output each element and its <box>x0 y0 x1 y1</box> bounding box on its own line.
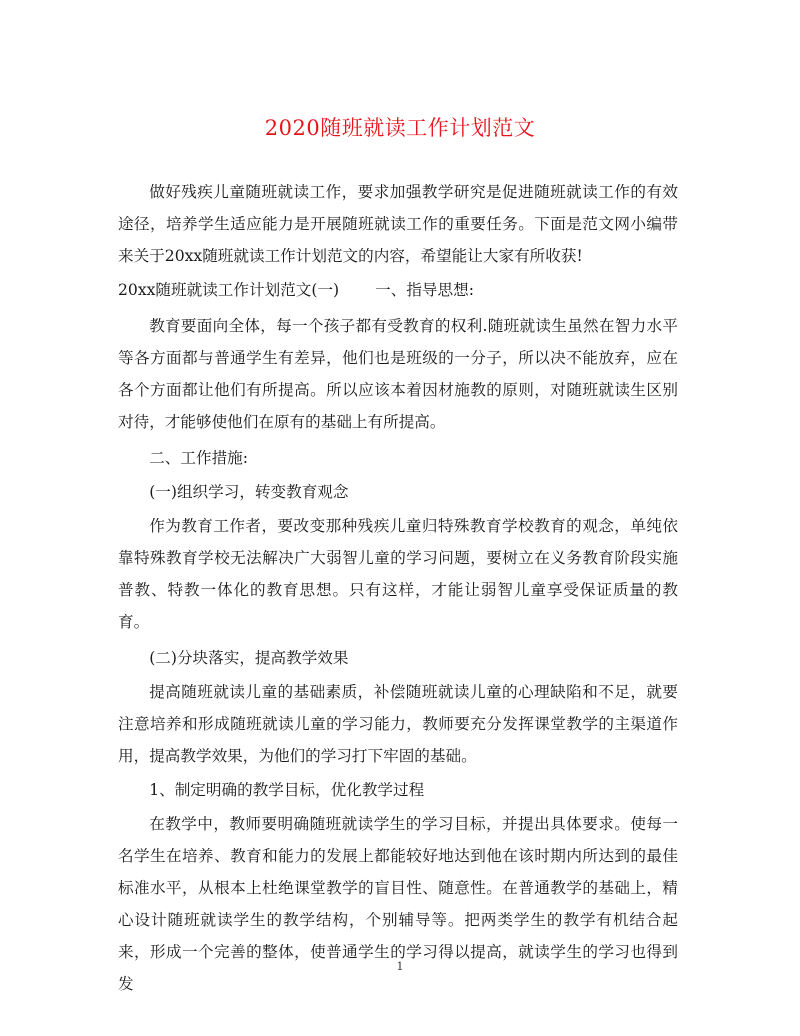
subheading-block-implementation: (二)分块落实，提高教学效果 <box>149 649 349 667</box>
heading-guiding-thought: 一、指导思想: <box>375 281 474 299</box>
intro-paragraph: 做好残疾儿童随班就读工作，要求加强教学研究是促进随班就读工作的有效途径，培养学生适应能力是开展随班就读工作的重要任务。下面是范文网小编带来关于20xx随班就读工作计划范文的内容，希望能让大家有所收获! <box>118 183 678 265</box>
subheading-organize-learning: (一)组织学习，转变教育观念 <box>149 483 349 501</box>
organize-learning-paragraph: 作为教育工作者，要改变那种残疾儿童归特殊教育学校教育的观念，单纯依靠特殊教育学校无法解决广大弱智儿童的学习问题，要树立在义务教育阶段实施普教、特教一体化的教育思想。只有这样，才能让弱智儿童享受保证质量的教育。 <box>118 517 678 631</box>
heading-work-measures: 二、工作措施: <box>149 449 249 467</box>
plan-subtitle: 20xx随班就读工作计划范文(一) <box>118 281 340 299</box>
subheading-teaching-goals: 1、制定明确的教学目标，优化教学过程 <box>149 781 425 799</box>
teaching-goals-paragraph: 在教学中，教师要明确随班就读学生的学习目标，并提出具体要求。使每一名学生在培养、教育和能力的发展上都能较好地达到他在该时期内所达到的最佳标准水平，从根本上杜绝课堂教学的盲目性、随意性。在普通教学的基础上，精心设计随班就读学生的教学结构，个别辅导等。把两类学生的教学有机结合起来，形成一个完善的整体，使普通学生的学习得以提高，就读学生的学习也得到发 <box>118 815 678 993</box>
document-body <box>118 176 678 1002</box>
section-heading-line <box>118 274 678 306</box>
document-title: 2020随班就读工作计划范文 <box>264 116 536 140</box>
guiding-thought-paragraph: 教育要面向全体，每一个孩子都有受教育的权利.随班就读生虽然在智力水平等各方面都与普通学生有差异，他们也是班级的一分子，所以决不能放弃，应在各个方面都让他们有所提高。所以应该本着因材施教的原则，对随班就读生区别对待，才能够使他们在原有的基础上有所提高。 <box>118 317 678 431</box>
page-number: 1 <box>396 960 404 973</box>
block-implementation-paragraph: 提高随班就读儿童的基础素质，补偿随班就读儿童的心理缺陷和不足，就要注意培养和形成随班就读儿童的学习能力，教师要充分发挥课堂教学的主渠道作用，提高教学效果，为他们的学习打下牢固的基础。 <box>118 683 678 765</box>
